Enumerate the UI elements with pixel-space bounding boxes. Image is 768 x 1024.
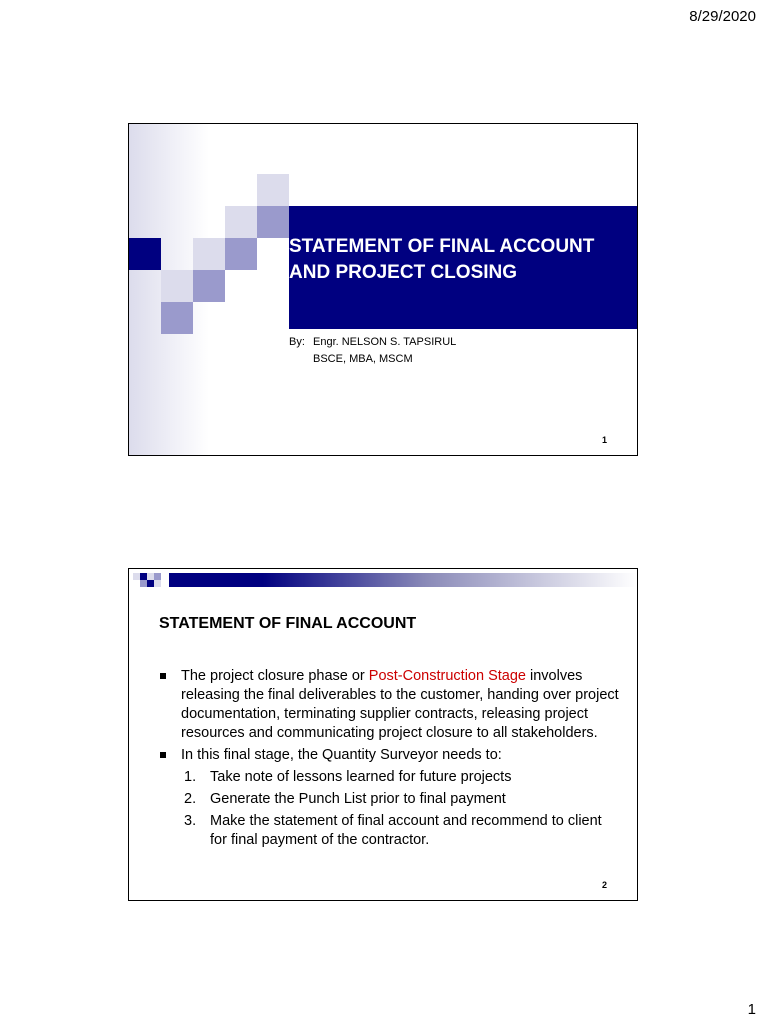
bullet-2-text: In this final stage, the Quantity Surveyor needs to: — [181, 747, 502, 763]
item-text: Take note of lessons learned for future projects — [210, 769, 512, 785]
decor-square — [225, 206, 257, 238]
numbered-item — [159, 790, 619, 809]
decor-square — [129, 238, 161, 270]
header-strip — [169, 573, 637, 587]
slide-number: 1 — [601, 435, 607, 445]
decor-square — [147, 573, 154, 580]
decor-square — [140, 573, 147, 580]
decor-square — [147, 580, 154, 587]
decor-square — [193, 270, 225, 302]
decor-square — [257, 206, 289, 238]
author-credentials: BSCE, MBA, MSCM — [313, 353, 413, 365]
author-name: Engr. NELSON S. TAPSIRUL — [313, 336, 457, 348]
numbered-item — [159, 768, 619, 787]
decor-square — [140, 580, 147, 587]
by-label: By: — [289, 336, 305, 348]
decor-square — [225, 238, 257, 270]
slide-number: 2 — [601, 880, 607, 890]
decor-square — [193, 238, 225, 270]
title-line-2: AND PROJECT CLOSING — [289, 262, 518, 283]
bullet-icon — [160, 752, 166, 758]
decor-square — [133, 573, 140, 580]
item-text: Make the statement of final account and recommend to client for final payment of the contractor. — [210, 813, 602, 848]
item-number: 1. — [184, 769, 197, 785]
byline — [289, 334, 456, 368]
bullet-item — [159, 667, 619, 743]
bullet-1-highlight: Post-Construction Stage — [368, 668, 526, 684]
decor-square — [161, 302, 193, 334]
item-number: 2. — [184, 791, 197, 807]
slide-1 — [128, 123, 638, 456]
decor-square — [154, 573, 161, 580]
numbered-item — [159, 812, 619, 850]
bullet-item — [159, 746, 619, 765]
bullet-1-post: involves releasing the final deliverables to the customer, handing over project documentation, terminating supplier contracts, releasing project resources and communicating project closure to all stakeholders. — [181, 668, 619, 741]
decor-square — [154, 580, 161, 587]
title-line-1: STATEMENT OF FINAL ACCOUNT — [289, 236, 595, 257]
decor-square — [161, 270, 193, 302]
decor-squares — [129, 569, 169, 591]
item-text: Generate the Punch List prior to final payment — [210, 791, 506, 807]
slide-body — [159, 667, 619, 853]
decor-square — [257, 174, 289, 206]
bullet-icon — [160, 673, 166, 679]
slide-heading: STATEMENT OF FINAL ACCOUNT — [159, 615, 417, 632]
print-date: 8/29/2020 — [689, 8, 756, 25]
slide-title — [289, 234, 637, 286]
bullet-1-pre: The project closure phase or — [181, 668, 369, 684]
slide-2 — [128, 568, 638, 901]
page-number: 1 — [747, 1001, 756, 1018]
item-number: 3. — [184, 813, 197, 829]
